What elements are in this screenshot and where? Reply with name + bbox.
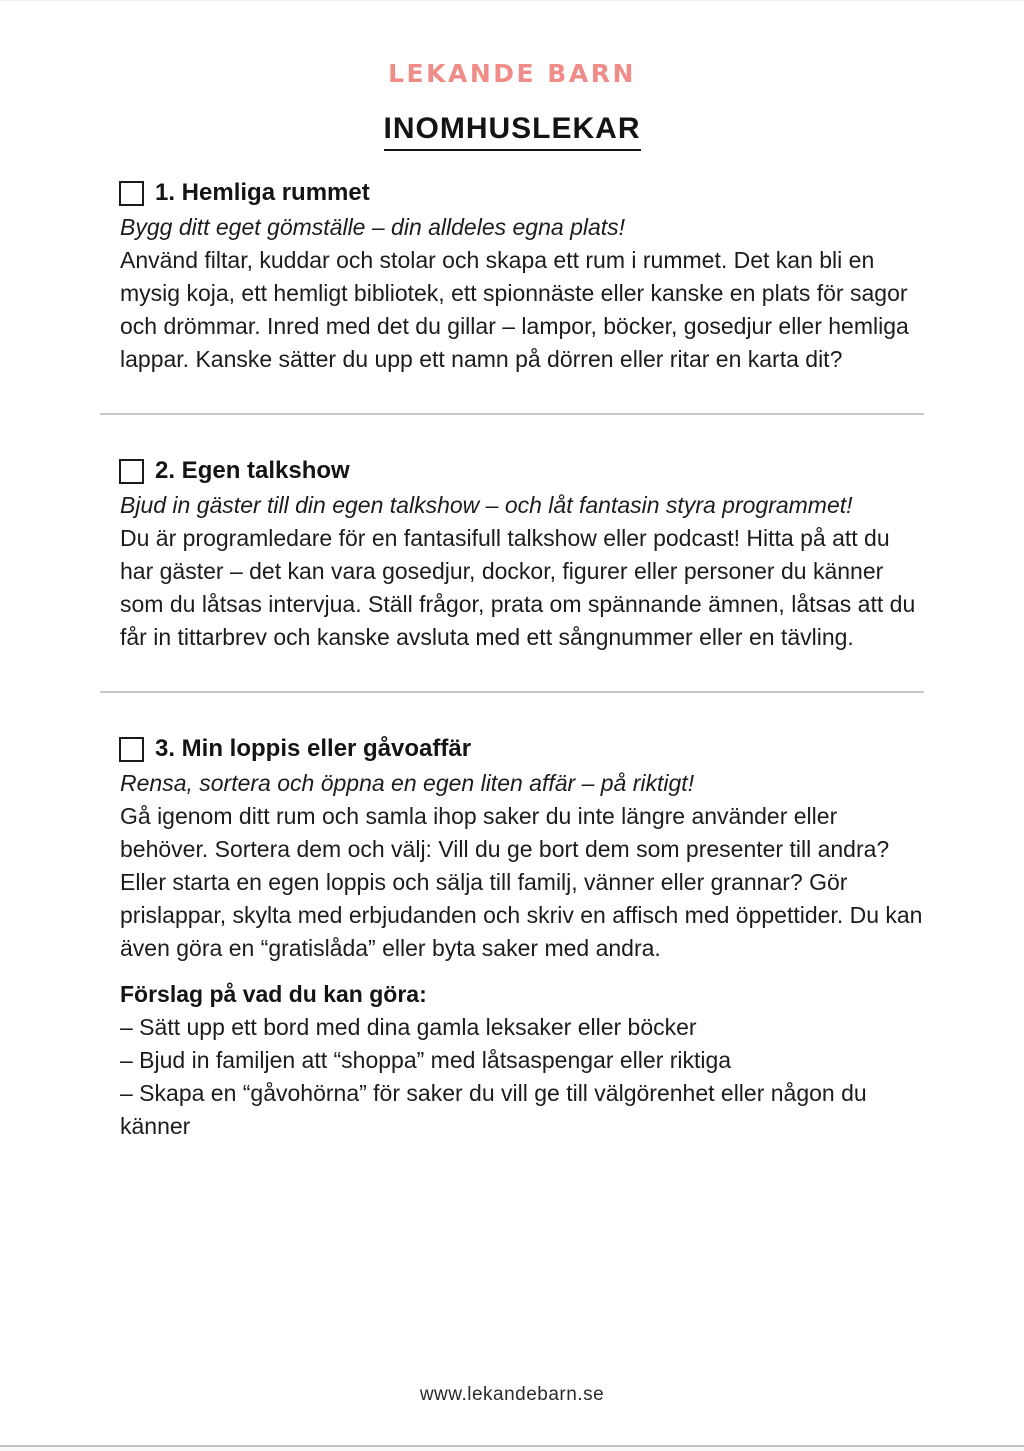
activity-lead: Bjud in gäster till din egen talkshow – och låt fantasin styra programmet! (120, 492, 853, 518)
activity-section-3 (120, 735, 924, 965)
activity-body: Du är programledare för en fantasifull talkshow eller podcast! Hitta på att du har gäster – det kan vara gosedjur, dockor, figurer eller personer du känner som du låtsas intervjua. Ställ frågor, prata om spännande ämnen, låtsas att du får in tittarbrev och kanske avsluta med ett sångnummer eller en tävling. (120, 525, 916, 650)
suggestion-item: – Skapa en “gåvohörna” för saker du vill ge till välgörenhet eller någon du känner (120, 1080, 867, 1139)
activity-heading-row (119, 457, 924, 485)
document-content (100, 179, 924, 1143)
activity-section-1 (120, 179, 924, 376)
suggestions-heading: Förslag på vad du kan göra: (120, 981, 427, 1007)
activity-section-2 (120, 457, 924, 654)
section-divider (100, 691, 924, 693)
checkbox-activity-2[interactable] (119, 459, 144, 484)
activity-body: Använd filtar, kuddar och stolar och skapa ett rum i rummet. Det kan bli en mysig koja, ett hemligt bibliotek, ett spionnäste eller kanske en plats för sagor och drömmar. Inred med det du gillar – lampor, böcker, gosedjur eller hemliga lappar. Kanske sätter du upp ett namn på dörren eller ritar en karta dit? (120, 247, 909, 372)
footer-url[interactable]: www.lekandebarn.se (419, 1384, 605, 1405)
page-title: INOMHUSLEKAR (384, 112, 641, 151)
activity-heading-row (119, 179, 924, 207)
checkbox-activity-1[interactable] (119, 181, 144, 206)
checkbox-activity-3[interactable] (119, 737, 144, 762)
suggestion-item: – Sätt upp ett bord med dina gamla leksaker eller böcker (120, 1014, 697, 1040)
activity-heading: 2. Egen talkshow (155, 457, 350, 484)
section-divider (100, 413, 924, 415)
activity-heading-row (119, 735, 924, 763)
activity-body: Gå igenom ditt rum och samla ihop saker du inte längre använder eller behöver. Sortera dem och välj: Vill du ge bort dem som presenter till andra? Eller starta en egen loppis och sälja till familj, vänner eller grannar? Gör prislappar, skylta med erbjudanden och skriv en affisch med öppettider. Du kan även göra en “gratislåda” eller byta saker med andra. (120, 803, 923, 961)
brand-logo: LEKANDE BARN (388, 59, 636, 88)
suggestion-item: – Bjud in familjen att “shoppa” med låtsaspengar eller riktiga (120, 1047, 732, 1073)
activity-heading: 1. Hemliga rummet (155, 179, 370, 206)
activity-lead: Bygg ditt eget gömställe – din alldeles egna plats! (120, 214, 626, 240)
suggestions-block (120, 978, 924, 1143)
page-edge-strip (0, 1445, 1024, 1451)
activity-lead: Rensa, sortera och öppna en egen liten affär – på riktigt! (120, 770, 695, 796)
title-row (0, 112, 1024, 151)
activity-heading: 3. Min loppis eller gåvoaffär (155, 735, 472, 762)
